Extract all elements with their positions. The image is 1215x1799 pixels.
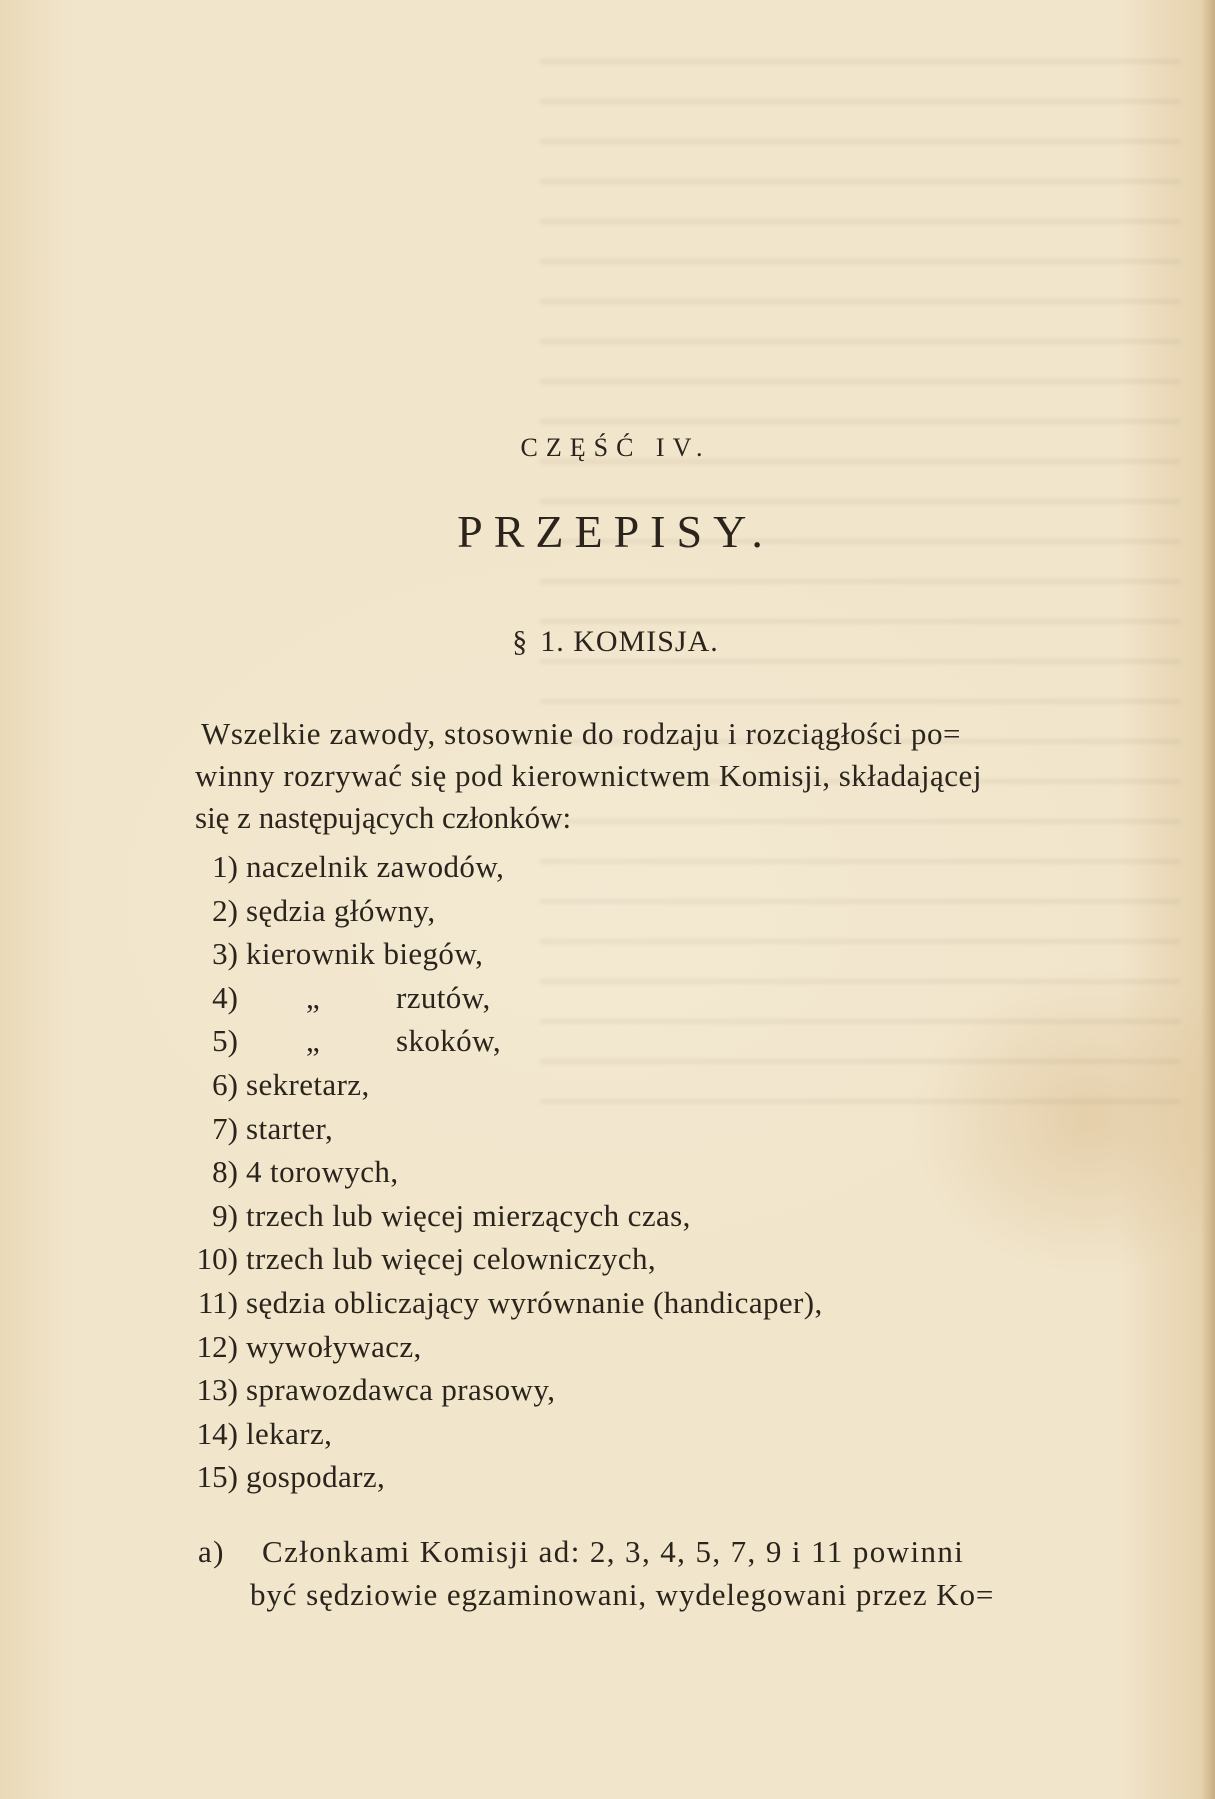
item-number: 14) <box>196 1415 238 1451</box>
item-number: 1) <box>212 849 238 884</box>
list-item <box>160 1150 823 1194</box>
list-item <box>160 1455 823 1499</box>
paragraph-line: się z następujących członków: <box>195 800 572 835</box>
list-item <box>160 1368 823 1412</box>
ditto-mark: „ <box>306 1023 321 1059</box>
item-number: 8) <box>212 1154 238 1190</box>
item-text <box>246 1019 501 1063</box>
list-item <box>160 1325 823 1369</box>
item-number: 6) <box>212 1066 238 1102</box>
item-number: 2) <box>212 892 238 928</box>
note-line-text: Członkami Komisji ad: 2, 3, 4, 5, 7, 9 i 11 powinni <box>262 1534 965 1569</box>
item-number: 9) <box>212 1197 238 1233</box>
list-item <box>160 1019 823 1063</box>
item-text: gospodarz, <box>246 1459 386 1495</box>
item-text: sprawozdawca prasowy, <box>246 1372 556 1408</box>
list-item <box>160 845 823 889</box>
note-paragraph <box>198 1530 1198 1616</box>
item-number: 12) <box>196 1328 238 1364</box>
note-line: być sędziowie egzaminowani, wydelegowani przez Ko= <box>250 1577 995 1612</box>
item-number: 4) <box>212 979 238 1015</box>
item-number: 7) <box>212 1110 238 1146</box>
list-item <box>160 976 823 1020</box>
item-text: trzech lub więcej mierzących czas, <box>246 1197 691 1233</box>
item-number: 5) <box>212 1023 238 1059</box>
paragraph-line: Wszelkie zawody, stosownie do rodzaju i rozciągłości po= <box>201 716 962 751</box>
item-number: 11) <box>197 1284 238 1320</box>
item-number: 13) <box>196 1372 238 1408</box>
list-item <box>160 889 823 933</box>
item-text-value: rzutów, <box>396 979 491 1015</box>
item-text: sędzia główny, <box>246 892 436 928</box>
section-heading <box>0 625 1215 659</box>
list-item <box>160 1194 823 1238</box>
ditto-mark: „ <box>306 979 321 1015</box>
item-text: sędzia obliczający wyrównanie (handicaper), <box>246 1284 823 1320</box>
item-number: 10) <box>196 1241 238 1277</box>
list-item <box>160 1237 823 1281</box>
item-text: kierownik biegów, <box>246 936 484 972</box>
intro-paragraph <box>195 713 1195 839</box>
section-title-text: 1. KOMISJA. <box>540 625 719 658</box>
item-text: 4 torowych, <box>246 1154 399 1190</box>
chapter-title: PRZEPISY. <box>457 506 774 557</box>
item-text: lekarz, <box>246 1415 333 1451</box>
list-item <box>160 1281 823 1325</box>
item-text: wywoływacz, <box>246 1328 422 1364</box>
part-heading: CZĘŚĆ IV. <box>520 433 711 462</box>
item-text: naczelnik zawodów, <box>246 849 505 884</box>
commission-members-list <box>160 845 823 1499</box>
section-sign: § <box>512 625 529 658</box>
item-number: 15) <box>196 1459 238 1495</box>
list-item <box>160 1412 823 1456</box>
item-text <box>246 976 491 1020</box>
item-number: 3) <box>212 936 238 972</box>
note-label: a) <box>198 1534 225 1569</box>
list-item <box>160 1107 823 1151</box>
page-edge <box>1201 0 1215 1799</box>
note-line <box>198 1530 1198 1573</box>
item-text: starter, <box>246 1110 334 1146</box>
item-text-value: skoków, <box>396 1023 501 1059</box>
paragraph-line: winny rozrywać się pod kierownictwem Komisji, składającej <box>195 758 982 793</box>
list-item <box>160 1063 823 1107</box>
list-item <box>160 932 823 976</box>
item-text: trzech lub więcej celowniczych, <box>246 1241 657 1277</box>
item-text: sekretarz, <box>246 1066 370 1102</box>
